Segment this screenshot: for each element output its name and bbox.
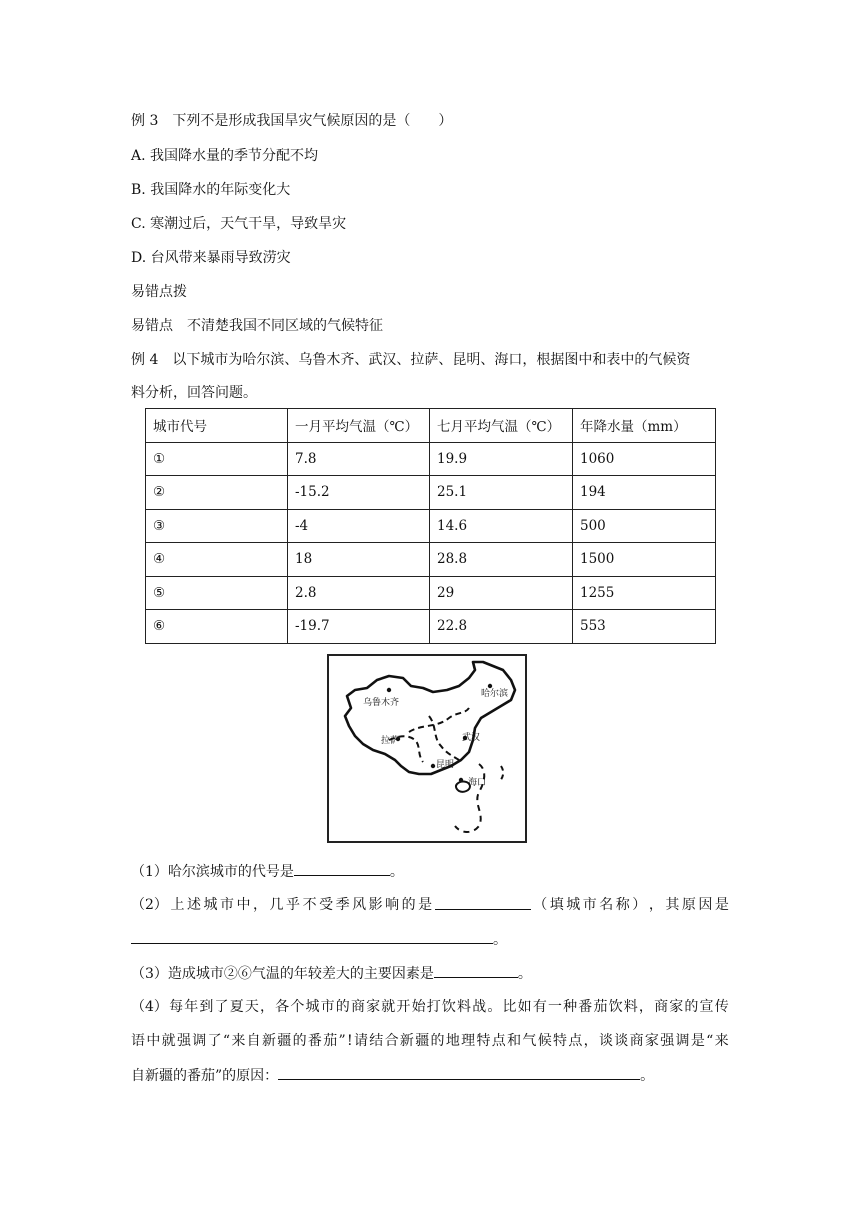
q4-char: 各 bbox=[275, 999, 290, 1015]
question-3 bbox=[131, 963, 532, 984]
question-1 bbox=[131, 861, 404, 882]
q4-char: “ bbox=[706, 1033, 714, 1049]
map-label-urumqi: 乌鲁木齐 bbox=[363, 698, 400, 708]
table-cell: 25.1 bbox=[430, 476, 573, 510]
table-cell: 1255 bbox=[573, 576, 716, 610]
q4-char: 特 bbox=[553, 1033, 568, 1049]
table-cell: 553 bbox=[573, 610, 716, 644]
q2-char: 中 bbox=[236, 897, 251, 913]
climate-table bbox=[145, 408, 716, 644]
q4-char: 料 bbox=[623, 999, 638, 1015]
q4-char: 地 bbox=[445, 1033, 460, 1049]
q2-char: 几 bbox=[269, 897, 284, 913]
example4-intro-line1: 例 4 以下城市为哈尔滨、乌鲁木齐、武汉、拉萨、昆明、海口，根据图中和表中的气候资 bbox=[131, 352, 691, 368]
table-cell: 1060 bbox=[573, 442, 716, 476]
q4-char: 番 bbox=[307, 1033, 322, 1049]
q4-char: 番 bbox=[578, 999, 593, 1015]
q4-char: 调 bbox=[675, 1033, 690, 1049]
q3-answer-blank[interactable] bbox=[434, 963, 518, 978]
table-cell: 18 bbox=[288, 543, 430, 577]
table-row bbox=[146, 610, 716, 644]
q4-char: 到 bbox=[199, 999, 214, 1015]
q4-char: 城 bbox=[305, 999, 320, 1015]
q4-char: 家 bbox=[366, 999, 381, 1015]
q4-char: 料 bbox=[457, 999, 472, 1015]
question-2-line2 bbox=[131, 929, 507, 950]
q4-char: 比 bbox=[502, 999, 517, 1015]
q4-char: 年 bbox=[184, 999, 199, 1015]
q2-char: 市 bbox=[582, 897, 597, 913]
table-row bbox=[146, 543, 716, 577]
q4-char: 种 bbox=[563, 999, 578, 1015]
q4-line1-spread bbox=[131, 997, 729, 1017]
q4-char: 的 bbox=[335, 999, 350, 1015]
table-cell: 28.8 bbox=[430, 543, 573, 577]
q4-char: 有 bbox=[532, 999, 547, 1015]
q4-char: 家 bbox=[644, 1033, 659, 1049]
q4-char: 中 bbox=[146, 1033, 161, 1049]
table-cell: 29 bbox=[430, 576, 573, 610]
q2-char: 不 bbox=[302, 897, 317, 913]
tips-point: 易错点 不清楚我国不同区域的气候特征 bbox=[131, 318, 383, 334]
q2-char: 风 bbox=[352, 897, 367, 913]
q4-char: 茄 bbox=[323, 1033, 338, 1049]
q1-answer-blank[interactable] bbox=[294, 861, 390, 876]
table-cell: 1500 bbox=[573, 543, 716, 577]
q4-char: 夏 bbox=[229, 999, 244, 1015]
q4-char: 理 bbox=[461, 1033, 476, 1049]
q4-char: 气 bbox=[522, 1033, 537, 1049]
table-header-cell: 年降水量（mm） bbox=[573, 409, 716, 443]
q4-char: 战 bbox=[472, 999, 487, 1015]
example3-question: 例 3 下列不是形成我国旱灾气候原因的是（ ） bbox=[131, 113, 453, 129]
q4-char: 强 bbox=[660, 1033, 675, 1049]
q4-char: 饮 bbox=[608, 999, 623, 1015]
option-d: D. 台风带来暴雨导致涝灾 bbox=[131, 250, 291, 266]
q4-char: 商 bbox=[629, 1033, 644, 1049]
table-row bbox=[146, 576, 716, 610]
q4-char: 市 bbox=[320, 999, 335, 1015]
q4-char: 打 bbox=[426, 999, 441, 1015]
map-label-harbin: 哈尔滨 bbox=[481, 689, 509, 699]
q2-char: （ bbox=[533, 897, 548, 913]
q2-char: 乎 bbox=[286, 897, 301, 913]
question-4-line2 bbox=[131, 1031, 729, 1051]
q4-char: ! bbox=[347, 1033, 353, 1049]
table-row bbox=[146, 442, 716, 476]
q4-char: ， bbox=[583, 1033, 598, 1049]
q4-char: 点 bbox=[491, 1033, 506, 1049]
option-a: A. 我国降水量的季节分配不均 bbox=[131, 148, 319, 164]
q4-char: 茄 bbox=[593, 999, 608, 1015]
option-c: C. 寒潮过后，天气干旱，导致旱灾 bbox=[131, 216, 347, 232]
table-cell: 194 bbox=[573, 476, 716, 510]
q4-line2-spread bbox=[131, 1031, 729, 1051]
q4-char: 调 bbox=[192, 1033, 207, 1049]
map-label-haikou: 海口 bbox=[468, 778, 487, 788]
question-2-line1 bbox=[131, 895, 729, 915]
example4-intro-line2: 料分析，回答问题。 bbox=[131, 385, 257, 401]
table-cell: 2.8 bbox=[288, 576, 430, 610]
q2-char: 上 bbox=[170, 897, 185, 913]
q4-char: 商 bbox=[654, 999, 669, 1015]
q2-char: 称 bbox=[615, 897, 630, 913]
table-cell: ⑤ bbox=[146, 576, 288, 610]
q2-char: 城 bbox=[203, 897, 218, 913]
china-outline-icon bbox=[329, 656, 525, 841]
q2-answer-blank[interactable] bbox=[435, 895, 531, 910]
table-cell: ⑥ bbox=[146, 610, 288, 644]
q4-char: 了 bbox=[207, 1033, 222, 1049]
q4-char: 传 bbox=[714, 999, 729, 1015]
table-cell: -19.7 bbox=[288, 610, 430, 644]
q4-char: 结 bbox=[369, 1033, 384, 1049]
q4-char: 谈 bbox=[614, 1033, 629, 1049]
q4-char: 点 bbox=[568, 1033, 583, 1049]
q2-char: 季 bbox=[335, 897, 350, 913]
table-cell: 19.9 bbox=[430, 442, 573, 476]
q4-char: 饮 bbox=[441, 999, 456, 1015]
q4-char: 的 bbox=[430, 1033, 445, 1049]
q2-char: 其 bbox=[665, 897, 680, 913]
q4-char: 谈 bbox=[598, 1033, 613, 1049]
q2-char: （2） bbox=[131, 897, 168, 913]
table-row bbox=[146, 476, 716, 510]
q4-char: 宣 bbox=[699, 999, 714, 1015]
q4-char: 个 bbox=[290, 999, 305, 1015]
q4-char: 和 bbox=[507, 1033, 522, 1049]
q4-char: 疆 bbox=[415, 1033, 430, 1049]
table-cell: ② bbox=[146, 476, 288, 510]
q2-char: 响 bbox=[385, 897, 400, 913]
q2-char: 受 bbox=[319, 897, 334, 913]
q2-char: 述 bbox=[186, 897, 201, 913]
china-map bbox=[327, 654, 527, 843]
table-cell: -15.2 bbox=[288, 476, 430, 510]
q3-end: 。 bbox=[517, 966, 532, 982]
q4-char: 的 bbox=[292, 1033, 307, 1049]
q4-char: 特 bbox=[476, 1033, 491, 1049]
table-header-row bbox=[146, 409, 716, 443]
q4-char: 就 bbox=[161, 1033, 176, 1049]
q3-text: （3）造成城市②⑥气温的年较差大的主要因素是 bbox=[131, 966, 434, 982]
q4-char: 请 bbox=[353, 1033, 368, 1049]
q4-char: 合 bbox=[384, 1033, 399, 1049]
q4-char: ” bbox=[338, 1033, 346, 1049]
q4-char: ， bbox=[638, 999, 653, 1015]
map-label-kunming: 昆明 bbox=[436, 760, 455, 770]
q1-text: （1）哈尔滨城市的代号是 bbox=[131, 864, 294, 880]
question-4-line3 bbox=[131, 1065, 654, 1086]
q4-char: 自 bbox=[246, 1033, 261, 1049]
q2-char: 是 bbox=[418, 897, 433, 913]
map-label-wuhan: 武汉 bbox=[462, 733, 481, 743]
q4-char: 了 bbox=[214, 999, 229, 1015]
q2-line1-spread bbox=[131, 895, 729, 915]
q4-char: 的 bbox=[684, 999, 699, 1015]
q2-char: ， bbox=[648, 897, 663, 913]
option-b: B. 我国降水的年际变化大 bbox=[131, 182, 291, 198]
table-row bbox=[146, 509, 716, 543]
q4-char: 新 bbox=[261, 1033, 276, 1049]
q4-char: 就 bbox=[381, 999, 396, 1015]
table-cell: 22.8 bbox=[430, 610, 573, 644]
q4-char: 始 bbox=[411, 999, 426, 1015]
q4-char: 强 bbox=[176, 1033, 191, 1049]
q2-char: 影 bbox=[368, 897, 383, 913]
q2-char: ， bbox=[253, 897, 268, 913]
table-cell: ① bbox=[146, 442, 288, 476]
table-cell: 14.6 bbox=[430, 509, 573, 543]
q2-char: 名 bbox=[599, 897, 614, 913]
q2-char: 是 bbox=[714, 897, 729, 913]
q1-end: 。 bbox=[389, 864, 404, 880]
q4-char: 一 bbox=[547, 999, 562, 1015]
question-4-line1 bbox=[131, 997, 729, 1017]
q4-line3-text: 自新疆的番茄”的原因： bbox=[131, 1068, 279, 1084]
tips-heading: 易错点拨 bbox=[131, 284, 187, 300]
q4-char: 疆 bbox=[277, 1033, 292, 1049]
q4-char: ， bbox=[260, 999, 275, 1015]
q4-char: 如 bbox=[517, 999, 532, 1015]
q2-reason-blank[interactable] bbox=[131, 929, 493, 944]
q4-char: 是 bbox=[690, 1033, 705, 1049]
q2-char: 填 bbox=[549, 897, 564, 913]
q2-char: 的 bbox=[401, 897, 416, 913]
q4-char: （4） bbox=[131, 999, 168, 1015]
map-label-lhasa: 拉萨 bbox=[381, 736, 400, 746]
table-header-cell: 一月平均气温（℃） bbox=[288, 409, 430, 443]
q4-char: 每 bbox=[169, 999, 184, 1015]
q2-char: ） bbox=[632, 897, 647, 913]
q4-answer-blank[interactable] bbox=[278, 1065, 640, 1080]
q2-char: 因 bbox=[698, 897, 713, 913]
q4-char: 商 bbox=[350, 999, 365, 1015]
q4-char: 新 bbox=[399, 1033, 414, 1049]
q4-char: 天 bbox=[244, 999, 259, 1015]
q4-char: 家 bbox=[669, 999, 684, 1015]
q2-char: 城 bbox=[566, 897, 581, 913]
table-cell: ③ bbox=[146, 509, 288, 543]
table-header-cell: 城市代号 bbox=[146, 409, 288, 443]
table-header-cell: 七月平均气温（℃） bbox=[430, 409, 573, 443]
q4-char: “ bbox=[222, 1033, 231, 1049]
q4-char: 来 bbox=[231, 1033, 246, 1049]
q4-char: 。 bbox=[487, 999, 502, 1015]
q2-end: 。 bbox=[493, 932, 507, 948]
table-cell: 7.8 bbox=[288, 442, 430, 476]
q4-char: 来 bbox=[714, 1033, 729, 1049]
q4-char: 候 bbox=[537, 1033, 552, 1049]
table-cell: 500 bbox=[573, 509, 716, 543]
q4-end: 。 bbox=[640, 1068, 655, 1084]
table-cell: -4 bbox=[288, 509, 430, 543]
q4-char: 语 bbox=[131, 1033, 145, 1049]
table-cell: ④ bbox=[146, 543, 288, 577]
q2-char: 原 bbox=[681, 897, 696, 913]
q2-char: 市 bbox=[219, 897, 234, 913]
q4-char: 开 bbox=[396, 999, 411, 1015]
